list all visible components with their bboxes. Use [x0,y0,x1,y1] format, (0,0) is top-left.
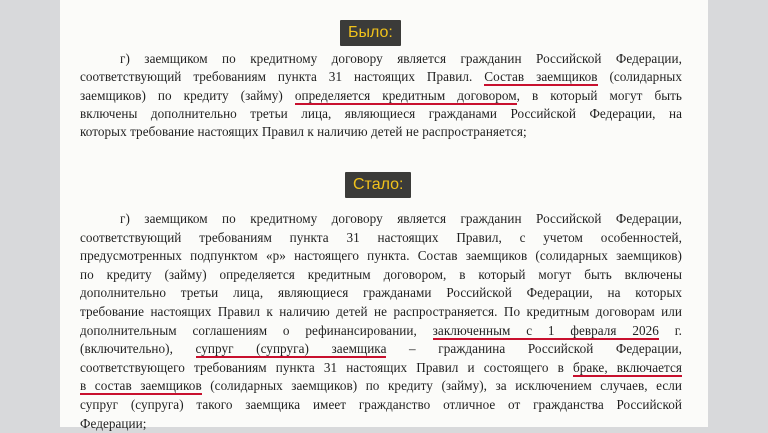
paragraph-line: включены дополнительно третьи лица, являющиеся гражданами Российской Федерации, на [80,105,682,121]
text-run: соответствующего требованиям пункта 31 настоящих Правил и состоящего в [80,359,573,375]
paragraph-line: по кредиту (займу) определяется кредитным договором, в который могут быть включены [80,266,682,282]
paragraph-line: которых требование настоящих Правил к наличию детей не распространяется; [80,124,527,140]
paragraph-line [80,359,682,378]
after-paragraph [80,210,682,433]
paragraph-line: Федерации; [80,415,147,431]
paragraph-line [80,377,682,396]
paragraph-line [80,340,682,359]
paragraph-line: дополнительно третьи лица, являющиеся гражданами Российской Федерации, на которых [80,285,682,301]
underlined-phrase: супруг (супруга) заемщика [195,341,387,357]
paragraph-line: предусмотренных подпунктом «р» настоящего пункта. Состав заемщиков (солидарных заемщиков) [80,248,682,264]
text-run: (солидарных [597,69,682,85]
paragraph-line [80,87,682,105]
paragraph-line: г) заемщиком по кредитному договору является гражданин Российской Федерации, [120,51,682,66]
text-run: – гражданина Российской Федерации, [386,341,682,357]
paragraph-line: г) заемщиком по кредитному договору является гражданин Российской Федерации, [120,211,682,226]
underlined-phrase: определяется кредитным договором [294,87,517,103]
underlined-phrase: заключенным с 1 февраля 2026 [432,322,659,338]
paragraph-line [80,68,682,86]
before-badge: Было: [340,20,401,46]
text-run: соответствующий требованиям пункта 31 настоящих Правил. [80,69,485,85]
paragraph-line: соответствующий требованиям пункта 31 настоящих Правил, с учетом особенностей, [80,229,682,245]
paragraph-line [80,322,682,341]
before-paragraph [80,50,682,141]
text-run: дополнительным соглашениям о рефинансировании, [80,322,433,338]
paragraph-line: супруг (супруга) такого заемщика имеет гражданство отличное от гражданства Российской [80,396,682,412]
underlined-phrase: браке, включается [572,359,683,375]
document-page [60,0,708,431]
underlined-phrase: Состав заемщиков [484,69,598,85]
text-run: , в который могут быть [516,87,682,103]
text-run: г. [658,322,683,338]
text-run: заемщиков) по кредиту (займу) [80,87,295,103]
underlined-phrase: в состав заемщиков [80,378,202,394]
text-run: (включительно), [80,341,196,357]
paragraph-line: требование настоящих Правил к наличию детей не распространяется. По кредитным договорам или [80,303,682,319]
text-run: (солидарных заемщиков) по кредиту (займу), за исключением случаев, если [201,378,682,394]
after-badge: Стало: [345,172,411,198]
